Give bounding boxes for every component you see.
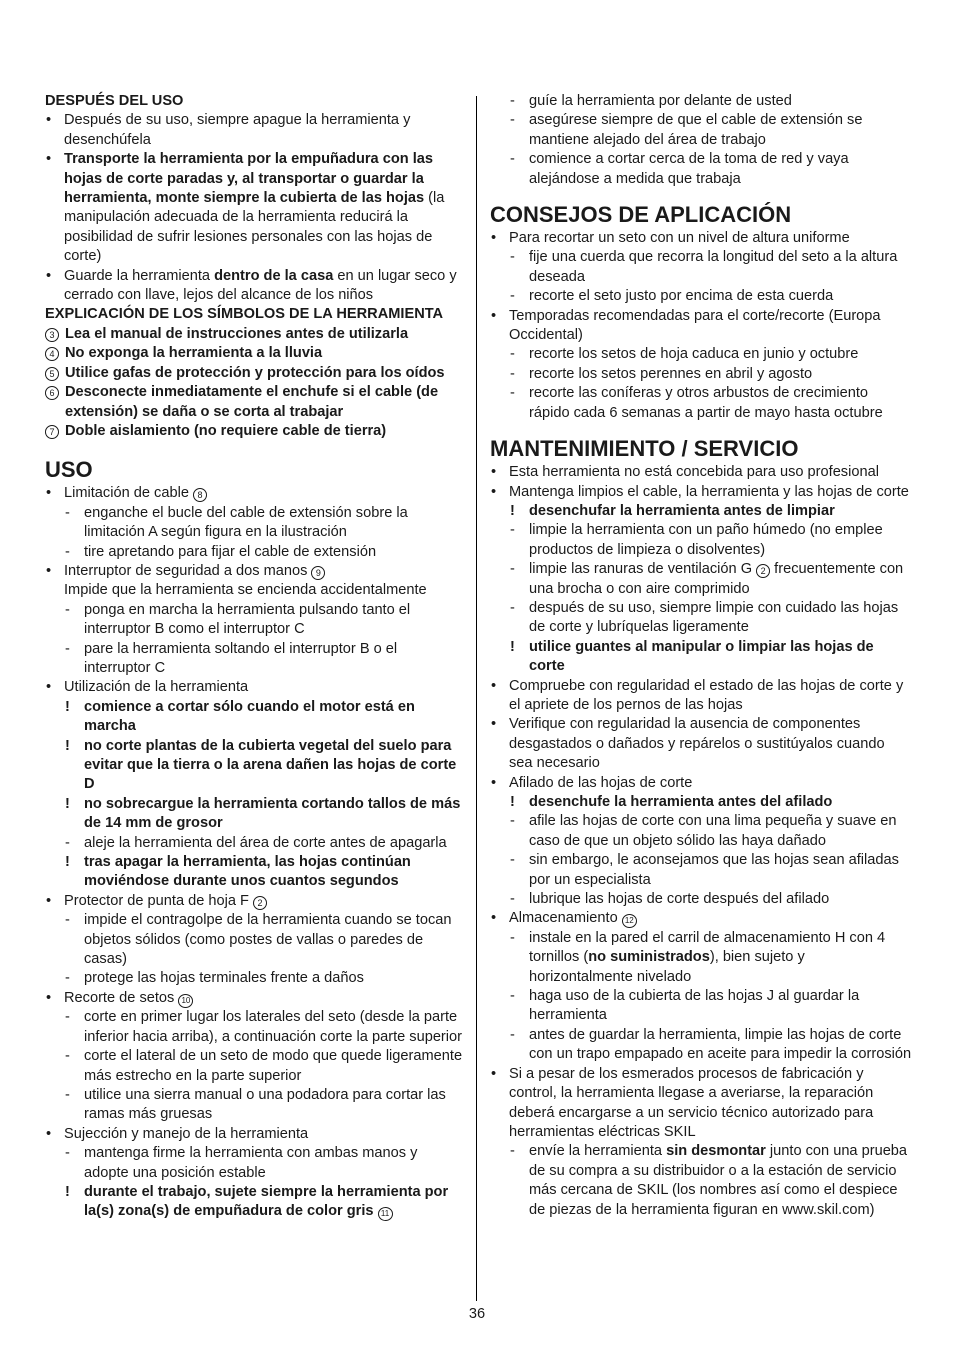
dash-marker: - <box>65 1145 70 1162</box>
dash-marker: - <box>65 834 70 851</box>
symbol-text: Utilice gafas de protección y protección para los oídos <box>65 364 445 381</box>
list-item <box>490 345 912 364</box>
dash-marker: - <box>65 543 70 560</box>
dash-marker: - <box>510 599 515 616</box>
list-item <box>490 599 912 638</box>
dash-marker: - <box>65 640 70 657</box>
list-item-text: corte el lateral de un seto de modo que quede ligeramente más estrecho en la parte superior <box>84 1048 463 1084</box>
list-item-text: recorte el seto justo por encima de esta cuerda <box>529 288 834 305</box>
circled-number: 9 <box>311 566 325 580</box>
dash-marker: - <box>510 1143 515 1160</box>
list-item <box>45 698 465 737</box>
circled-number: 10 <box>178 994 193 1008</box>
dash-marker: - <box>65 912 70 929</box>
list-item-text: sin embargo, le aconsejamos que las hojas sean afiladas por un especialista <box>529 852 899 888</box>
bullet-marker: • <box>46 679 52 696</box>
list-item-text: tire apretando para fijar el cable de extensión <box>84 543 377 560</box>
list-item <box>490 909 912 928</box>
list-item <box>490 560 912 599</box>
dash-marker: - <box>510 385 515 402</box>
bullet-marker: • <box>491 716 497 733</box>
list-item-text: limpie las ranuras de ventilación G 2 frecuentemente con una brocha o con aire comprimido <box>529 561 904 597</box>
warning-marker: ! <box>510 638 515 655</box>
bullet-marker: • <box>46 112 52 129</box>
dash-marker: - <box>65 1086 70 1103</box>
dash-marker: - <box>510 288 515 305</box>
list-item-text: recorte los setos perennes en abril y agosto <box>529 365 813 382</box>
dash-marker: - <box>65 1009 70 1026</box>
list-item-text: Si a pesar de los esmerados procesos de fabricación y control, la herramienta llegase a averiarse, la reparación deberá encargarse a un servicio técnico autorizado para herramientas eléctricas SKIL <box>509 1065 874 1140</box>
symbol-number: 4 <box>45 347 59 361</box>
section-heading-consejos: CONSEJOS DE APLICACIÓN <box>490 202 792 228</box>
list-item <box>45 640 465 679</box>
list-item <box>45 911 465 969</box>
list-item-text: lubrique las hojas de corte después del afilado <box>529 891 830 908</box>
dash-marker: - <box>65 504 70 521</box>
list-item-text: Transporte la herramienta por la empuñadura con las hojas de corte paradas y, al transportar o guardar la herramienta, monte siempre la cubierta de las hojas (la manipulación adecuada de la herramienta reducirá la posibilidad de sufrir lesiones personales con las hojas de corte) <box>64 151 445 265</box>
list-item <box>45 267 465 306</box>
list-item-text: enganche el bucle del cable de extensión sobre la limitación A según figura en la ilustración <box>84 504 408 541</box>
list-item <box>490 248 912 287</box>
symbol-number: 5 <box>45 367 59 381</box>
warning-marker: ! <box>65 795 70 812</box>
list-item-text: Verifique con regularidad la ausencia de componentes desgastados o dañados y repárelos o sustitúyalos cuando sea necesario <box>509 716 885 772</box>
list-item-text: Temporadas recomendadas para el corte/recorte (Europa Occidental) <box>509 307 881 344</box>
section-heading-mantenimiento: MANTENIMIENTO / SERVICIO <box>490 436 799 462</box>
list-item <box>490 483 912 502</box>
bullet-marker: • <box>491 1065 497 1082</box>
list-uso <box>45 484 465 1221</box>
list-item-text: Utilización de la herramienta <box>64 679 249 696</box>
circled-number: 2 <box>756 564 770 578</box>
list-item-text: Limitación de cable 8 <box>64 485 207 501</box>
list-item <box>490 502 912 521</box>
list-item-text: recorte las coníferas y otros arbustos de crecimiento rápido cada 6 semanas a partir de mayo hasta octubre <box>529 385 883 421</box>
circled-number: 11 <box>378 1207 393 1221</box>
bullet-marker: • <box>46 267 52 284</box>
list-item <box>45 484 465 503</box>
dash-marker: - <box>510 249 515 266</box>
symbol-item <box>45 325 465 344</box>
list-item-text: Sujección y manejo de la herramienta <box>64 1125 309 1142</box>
list-item <box>490 1026 912 1065</box>
list-item <box>490 384 912 423</box>
bullet-marker: • <box>46 562 52 579</box>
list-item-text: fije una cuerda que recorra la longitud del seto a la altura deseada <box>529 249 898 285</box>
bullet-marker: • <box>491 677 497 694</box>
list-item-text: Compruebe con regularidad el estado de las hojas de corte y el apriete de los pernos de las hojas <box>509 677 904 713</box>
right-column <box>490 92 912 1220</box>
list-item-text: limpie la herramienta con un paño húmedo (no emplee productos de limpieza o disolventes) <box>529 522 883 558</box>
circled-number: 8 <box>193 488 207 502</box>
list-item-text: instale en la pared el carril de almacenamiento H con 4 tornillos (no suministrados), bien sujeto y horizontalmente nivelado <box>529 929 886 985</box>
bullet-marker: • <box>46 485 52 502</box>
list-item-text: afile las hojas de corte con una lima pequeña y suave en caso de que un objeto sólido las haya dañado <box>529 813 897 849</box>
list-item <box>490 677 912 716</box>
symbol-item <box>45 383 465 422</box>
list-item <box>45 562 465 601</box>
list-consejos <box>490 229 912 423</box>
bullet-marker: • <box>491 307 497 324</box>
list-item-text: haga uso de la cubierta de las hojas J al guardar la herramienta <box>529 988 860 1024</box>
list-item-text: utilice guantes al manipular o limpiar las hojas de corte <box>529 638 874 675</box>
section-heading-uso: USO <box>45 457 93 483</box>
list-item <box>490 1065 912 1143</box>
dash-marker: - <box>510 929 515 946</box>
bullet-marker: • <box>491 230 497 247</box>
list-item-text: durante el trabajo, sujete siempre la herramienta por la(s) zona(s) de empuñadura de color gris 11 <box>84 1183 449 1220</box>
symbol-number: 3 <box>45 328 59 342</box>
list-item <box>490 307 912 346</box>
list-item <box>45 1008 465 1047</box>
symbol-item <box>45 344 465 363</box>
warning-marker: ! <box>65 1183 70 1200</box>
symbol-text: No exponga la herramienta a la lluvia <box>65 345 323 362</box>
list-item <box>490 774 912 793</box>
list-item <box>45 1183 465 1222</box>
dash-marker: - <box>510 1026 515 1043</box>
list-item <box>490 92 912 111</box>
dash-marker: - <box>510 561 515 578</box>
list-item-text: asegúrese siempre de que el cable de extensión se mantiene alejado del área de trabajo <box>529 112 863 148</box>
list-item-text: Afilado de las hojas de corte <box>509 774 693 791</box>
list-item-text: desenchufar la herramienta antes de limpiar <box>529 502 835 519</box>
list-item-text: después de su uso, siempre limpie con cuidado las hojas de corte y lubríquelas ligeramente <box>529 599 899 636</box>
list-item-text: Protector de punta de hoja F 2 <box>64 893 267 909</box>
list-item <box>45 111 465 150</box>
symbol-item <box>45 422 465 441</box>
list-item-text: antes de guardar la herramienta, limpie las hojas de corte con un trapo empapado en aceite para impedir la corrosión <box>529 1026 912 1063</box>
list-mantenimiento <box>490 463 912 1220</box>
list-item-text: no sobrecargue la herramienta cortando tallos de más de 14 mm de grosor <box>84 795 461 832</box>
list-item-text: protege las hojas terminales frente a daños <box>84 970 364 987</box>
list-item-text: Almacenamiento 12 <box>509 910 637 926</box>
bullet-marker: • <box>491 774 497 791</box>
dash-marker: - <box>65 1048 70 1065</box>
list-item-text: Recorte de setos 10 <box>64 990 193 1006</box>
list-item-text: Interruptor de seguridad a dos manos 9 Impide que la herramienta se encienda accidentalmente <box>64 562 427 599</box>
list-item <box>490 111 912 150</box>
list-item-text: aleje la herramienta del área de corte antes de apagarla <box>84 834 447 851</box>
list-item-text: impide el contragolpe de la herramienta cuando se tocan objetos sólidos (como postes de vallas o paredes de casas) <box>84 912 452 968</box>
list-item <box>490 929 912 987</box>
list-item-text: envíe la herramienta sin desmontar junto con una prueba de su compra a su distribuidor o a la estación de servicio más cercana de SKIL (los nombres así como el despiece de piezas de la herramienta figuran en www.skil.com) <box>529 1143 908 1218</box>
dash-marker: - <box>510 988 515 1005</box>
list-item <box>490 1142 912 1220</box>
list-item <box>490 521 912 560</box>
symbol-number: 7 <box>45 425 59 439</box>
bullet-marker: • <box>46 989 52 1006</box>
list-item <box>490 987 912 1026</box>
list-item <box>45 969 465 988</box>
list-item <box>490 715 912 773</box>
dash-marker: - <box>65 601 70 618</box>
column-divider <box>476 96 477 1301</box>
list-item-text: Para recortar un seto con un nivel de altura uniforme <box>509 230 850 247</box>
list-item <box>45 1144 465 1183</box>
dash-marker: - <box>510 346 515 363</box>
list-item-text: guíe la herramienta por delante de usted <box>529 93 792 109</box>
dash-marker: - <box>510 112 515 129</box>
list-item <box>45 543 465 562</box>
symbol-text: Doble aislamiento (no requiere cable de tierra) <box>65 422 387 439</box>
list-item <box>45 989 465 1008</box>
list-item <box>45 853 465 892</box>
symbol-text: Desconecte inmediatamente el enchufe si el cable (de extensión) se daña o se corta al trabajar <box>65 384 439 420</box>
list-item-text: pare la herramienta soltando el interruptor B o el interruptor C <box>84 640 398 676</box>
list-item-text: tras apagar la herramienta, las hojas continúan moviéndose durante unos cuantos segundos <box>84 854 411 890</box>
list-item <box>490 812 912 851</box>
list-item <box>490 150 912 189</box>
warning-marker: ! <box>65 854 70 871</box>
list-item-text: comience a cortar cerca de la toma de red y vaya alejándose a medida que trabaja <box>529 151 849 187</box>
list-item <box>490 851 912 890</box>
list-item-text: utilice una sierra manual o una podadora para cortar las ramas más gruesas <box>84 1086 446 1123</box>
dash-marker: - <box>510 522 515 539</box>
list-item-text: recorte los setos de hoja caduca en junio y octubre <box>529 346 859 363</box>
symbol-item <box>45 364 465 383</box>
warning-marker: ! <box>510 502 515 519</box>
dash-marker: - <box>510 93 515 109</box>
dash-marker: - <box>510 813 515 830</box>
symbol-text: Lea el manual de instrucciones antes de utilizarla <box>65 325 409 342</box>
list-item <box>45 1086 465 1125</box>
warning-marker: ! <box>65 737 70 754</box>
list-item <box>45 678 465 697</box>
list-item <box>45 737 465 795</box>
circled-number: 2 <box>253 896 267 910</box>
list-item-text: desenchufe la herramienta antes del afilado <box>529 794 833 810</box>
list-item <box>490 365 912 384</box>
list-item <box>490 890 912 909</box>
list-item <box>45 601 465 640</box>
bullet-marker: • <box>46 1125 52 1142</box>
dash-marker: - <box>510 852 515 869</box>
bullet-marker: • <box>491 464 497 481</box>
list-item <box>490 229 912 248</box>
section-title-simbolos: EXPLICACIÓN DE LOS SÍMBOLOS DE LA HERRAMIENTA <box>45 306 444 323</box>
list-item <box>45 1047 465 1086</box>
dash-marker: - <box>510 151 515 168</box>
list-item <box>45 834 465 853</box>
list-item-text: Después de su uso, siempre apague la herramienta y desenchúfela <box>64 112 411 148</box>
list-item-text: Esta herramienta no está concebida para uso profesional <box>509 464 879 481</box>
bullet-marker: • <box>491 483 497 500</box>
list-item <box>45 892 465 911</box>
section-title-despues-del-uso: DESPUÉS DEL USO <box>45 93 184 109</box>
list-item-text: ponga en marcha la herramienta pulsando tanto el interruptor B como el interruptor C <box>84 601 411 638</box>
symbol-number: 6 <box>45 386 59 400</box>
warning-marker: ! <box>510 794 515 810</box>
list-item <box>45 1125 465 1144</box>
list-despues-del-uso <box>45 111 465 305</box>
list-continuation <box>490 92 912 189</box>
list-item-text: Mantenga limpios el cable, la herramienta y las hojas de corte <box>509 483 909 500</box>
bullet-marker: • <box>46 151 52 168</box>
list-item <box>45 795 465 834</box>
list-item-text: mantenga firme la herramienta con ambas manos y adopte una posición estable <box>84 1145 418 1181</box>
dash-marker: - <box>510 891 515 908</box>
list-item-text: Guarde la herramienta dentro de la casa en un lugar seco y cerrado con llave, lejos del alcance de los niños <box>64 267 457 304</box>
list-item <box>490 793 912 812</box>
list-item-text: comience a cortar sólo cuando el motor está en marcha <box>84 698 415 735</box>
list-item <box>490 463 912 482</box>
list-item-text: corte en primer lugar los laterales del seto (desde la parte inferior hacia arriba), a continuación corte la parte superior <box>84 1009 463 1045</box>
list-item <box>45 150 465 266</box>
bullet-marker: • <box>46 892 52 909</box>
left-column <box>45 92 465 1222</box>
dash-marker: - <box>65 970 70 987</box>
list-item <box>45 504 465 543</box>
page-number: 36 <box>468 1306 486 1322</box>
circled-number: 12 <box>622 914 637 928</box>
list-item <box>490 638 912 677</box>
list-item <box>490 287 912 306</box>
bullet-marker: • <box>491 910 497 927</box>
warning-marker: ! <box>65 698 70 715</box>
list-simbolos <box>45 325 465 441</box>
list-item-text: no corte plantas de la cubierta vegetal del suelo para evitar que la tierra o la arena dañen las hojas de corte D <box>84 737 457 793</box>
dash-marker: - <box>510 365 515 382</box>
